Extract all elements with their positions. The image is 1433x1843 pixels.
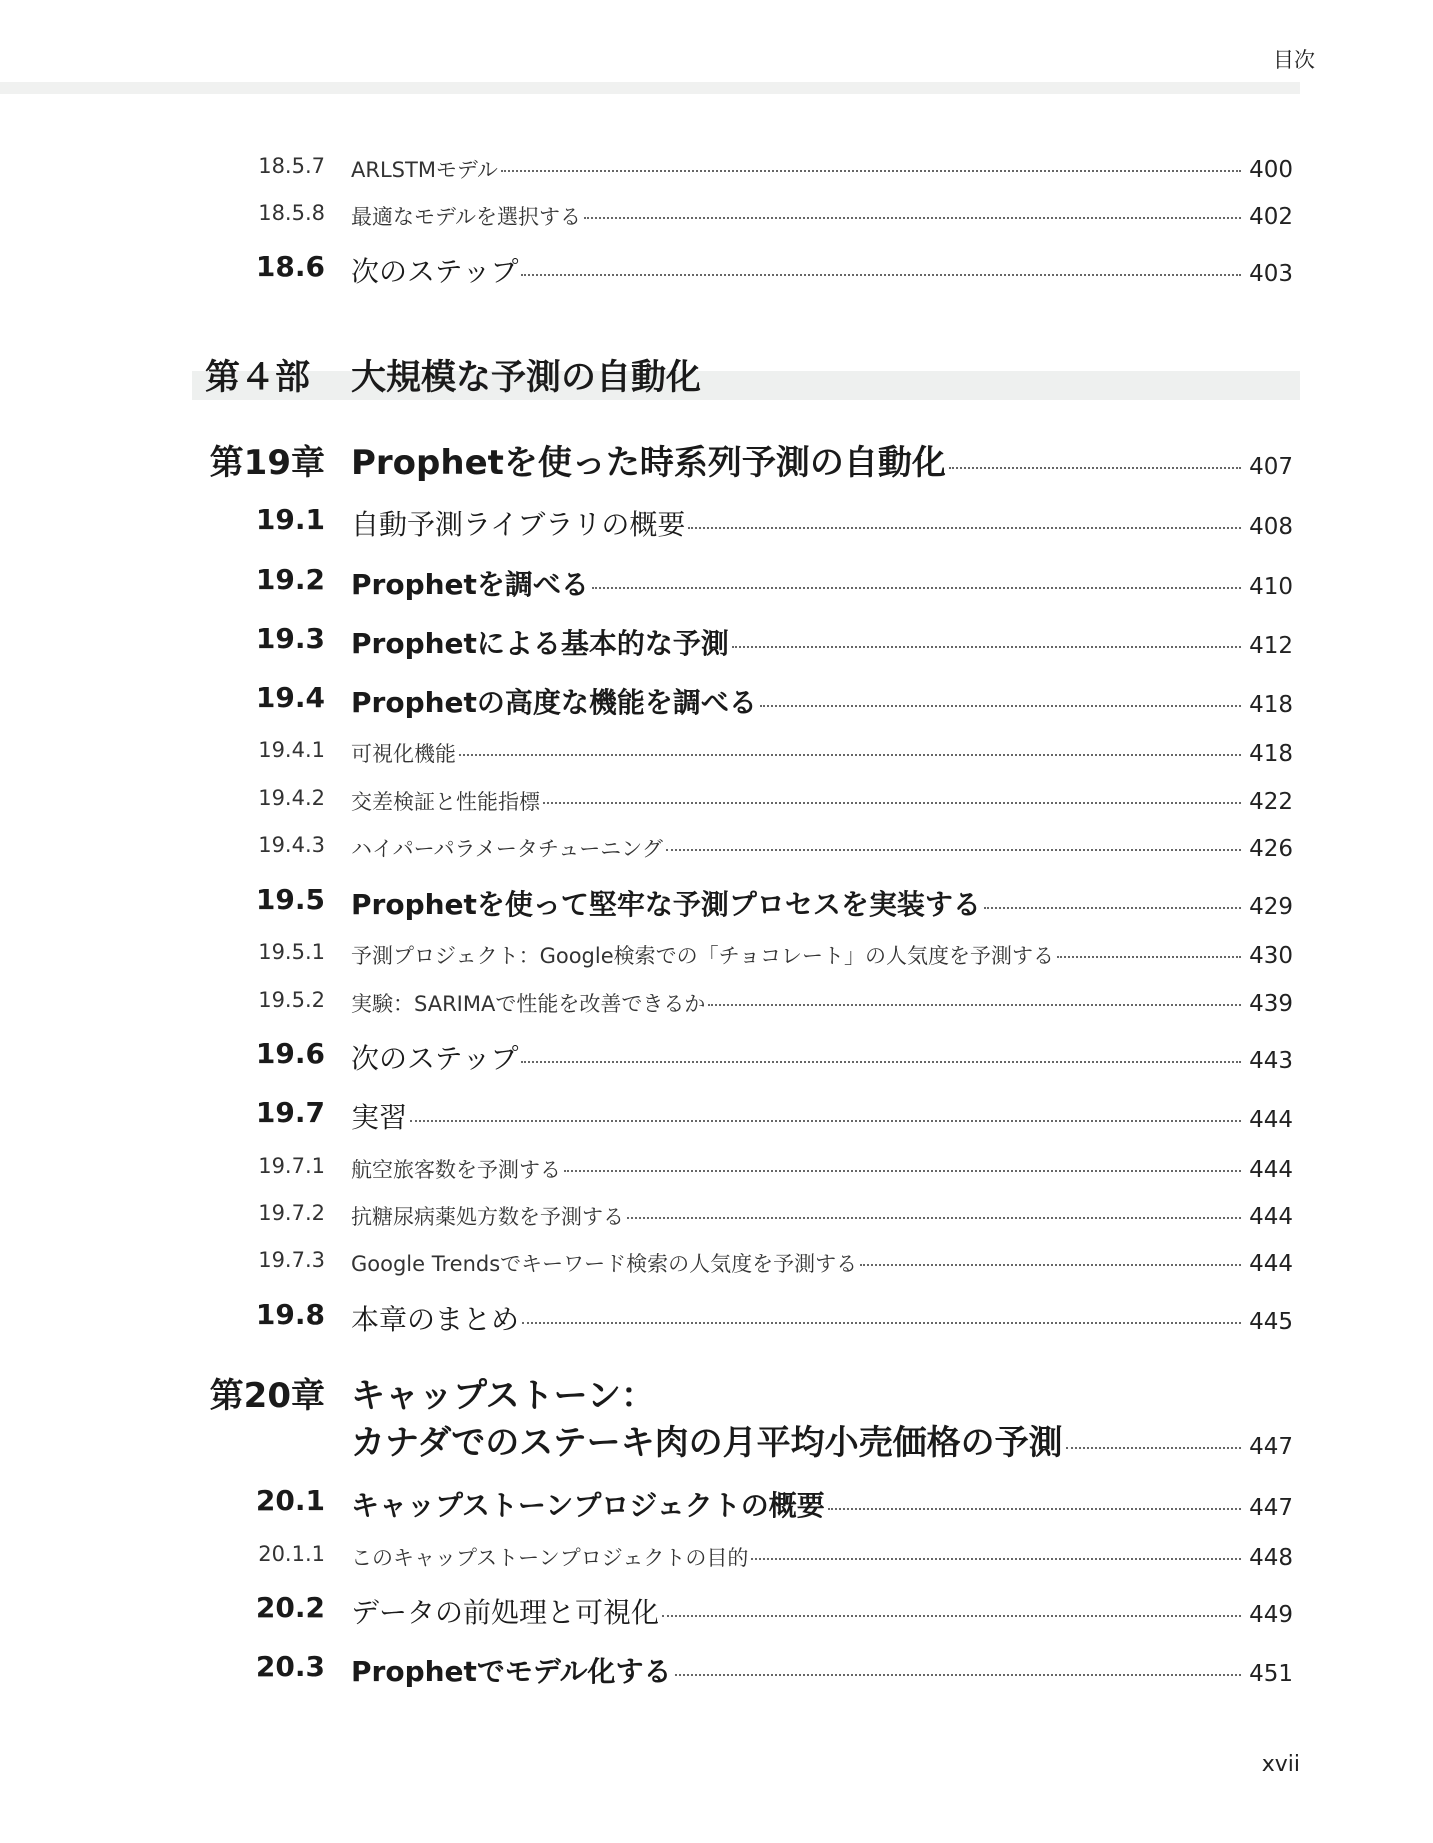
entry-page: 444 — [1249, 1251, 1293, 1277]
entry-page: 403 — [1249, 261, 1293, 287]
entry-page: 449 — [1249, 1602, 1293, 1628]
entry-title: Google Trendsでキーワード検索の人気度を予測する — [351, 1252, 858, 1276]
dot-leader — [984, 907, 1241, 909]
entry-number: 19.5.1 — [258, 940, 325, 964]
entry-page: 400 — [1249, 157, 1293, 183]
entry-title: 実験：SARIMAで性能を改善できるか — [351, 992, 706, 1016]
entry-title: 最適なモデルを選択する — [351, 205, 581, 229]
entry-number: 20.2 — [255, 1591, 325, 1624]
entry-number: 18.6 — [255, 250, 325, 283]
entry-title: 次のステップ — [351, 1042, 519, 1075]
entry-number: 18.5.8 — [258, 201, 325, 225]
header-rule — [0, 82, 1300, 94]
dot-leader — [521, 1061, 1241, 1063]
dot-leader — [688, 527, 1241, 529]
entry-number: 19.7.2 — [258, 1201, 325, 1225]
dot-leader — [760, 705, 1241, 707]
entry-page: 444 — [1249, 1204, 1293, 1230]
entry-number: 19.4.1 — [258, 738, 325, 762]
entry-number: 19.3 — [255, 622, 325, 655]
dot-leader — [522, 1322, 1241, 1324]
entry-number: 19.8 — [255, 1298, 325, 1331]
entry-title: 実習 — [351, 1101, 408, 1134]
entry-page: 448 — [1249, 1545, 1293, 1571]
entry-page: 418 — [1249, 741, 1293, 767]
dot-leader — [592, 587, 1241, 589]
entry-title: 抗糖尿病薬処方数を予測する — [351, 1205, 624, 1229]
entry-page: 444 — [1249, 1107, 1293, 1133]
entry-number: 20.1 — [255, 1484, 325, 1517]
dot-leader — [949, 467, 1241, 469]
entry-page: 439 — [1249, 991, 1293, 1017]
chapter-title: Prophetを使った時系列予測の自動化 — [351, 443, 946, 483]
entry-title: Prophetによる基本的な予測 — [351, 627, 729, 660]
dot-leader — [564, 1170, 1241, 1172]
entry-page: 451 — [1249, 1661, 1293, 1687]
entry-page: 422 — [1249, 789, 1293, 815]
dot-leader — [543, 802, 1241, 804]
entry-title: 自動予測ライブラリの概要 — [351, 508, 686, 541]
entry-title: Prophetを使って堅牢な予測プロセスを実装する — [351, 888, 981, 921]
entry-page: 430 — [1249, 943, 1293, 969]
dot-leader — [751, 1558, 1241, 1560]
entry-title: 予測プロジェクト：Google検索での「チョコレート」の人気度を予測する — [351, 944, 1055, 968]
entry-number: 19.6 — [255, 1037, 325, 1070]
entry-title: 次のステップ — [351, 255, 519, 288]
entry-number: 18.5.7 — [258, 154, 325, 178]
entry-page: 447 — [1249, 1434, 1293, 1460]
part-number: 第４部 — [205, 358, 311, 398]
entry-number: 20.3 — [255, 1650, 325, 1683]
dot-leader — [708, 1004, 1241, 1006]
entry-title: 航空旅客数を予測する — [351, 1158, 561, 1182]
entry-number: 19.7.3 — [258, 1248, 325, 1272]
entry-page: 402 — [1249, 204, 1293, 230]
chapter-title-line1: キャップストーン： — [351, 1376, 655, 1416]
entry-number: 19.5 — [255, 883, 325, 916]
entry-title: Prophetの高度な機能を調べる — [351, 686, 757, 719]
dot-leader — [459, 754, 1241, 756]
entry-title: Prophetを調べる — [351, 568, 589, 601]
entry-page: 408 — [1249, 514, 1293, 540]
entry-title: このキャップストーンプロジェクトの目的 — [351, 1546, 749, 1570]
running-header: 目次 — [1273, 48, 1315, 72]
entry-number: 19.4 — [255, 681, 325, 714]
entry-page: 412 — [1249, 633, 1293, 659]
dot-leader — [732, 646, 1241, 648]
entry-page: 418 — [1249, 692, 1293, 718]
dot-leader — [666, 849, 1241, 851]
entry-page: 407 — [1249, 454, 1293, 480]
dot-leader — [1057, 956, 1241, 958]
dot-leader — [675, 1674, 1241, 1676]
dot-leader — [1066, 1447, 1241, 1449]
entry-page: 445 — [1249, 1309, 1293, 1335]
entry-page: 429 — [1249, 894, 1293, 920]
entry-title: ハイパーパラメータチューニング — [351, 837, 663, 861]
entry-number: 19.4.3 — [258, 833, 325, 857]
entry-number: 19.2 — [255, 563, 325, 596]
dot-leader — [410, 1120, 1241, 1122]
page-number: xvii — [1261, 1752, 1300, 1777]
entry-number: 20.1.1 — [258, 1542, 325, 1566]
entry-page: 426 — [1249, 836, 1293, 862]
entry-title: ARLSTMモデル — [351, 158, 498, 182]
entry-title: 可視化機能 — [351, 742, 456, 766]
chapter-title-line2: カナダでのステーキ肉の月平均小売価格の予測 — [351, 1423, 1063, 1463]
chapter-number: 第20章 — [209, 1376, 325, 1416]
entry-number: 19.5.2 — [258, 988, 325, 1012]
dot-leader — [860, 1264, 1241, 1266]
entry-number: 19.7 — [255, 1096, 325, 1129]
entry-number: 19.4.2 — [258, 786, 325, 810]
entry-title: Prophetでモデル化する — [351, 1655, 672, 1688]
entry-number: 19.1 — [255, 503, 325, 536]
entry-page: 447 — [1249, 1495, 1293, 1521]
entry-title: 交差検証と性能指標 — [351, 790, 540, 814]
dot-leader — [584, 217, 1241, 219]
dot-leader — [828, 1508, 1241, 1510]
chapter-number: 第19章 — [209, 443, 325, 483]
dot-leader — [662, 1615, 1241, 1617]
entry-number: 19.7.1 — [258, 1154, 325, 1178]
entry-title: キャップストーンプロジェクトの概要 — [351, 1489, 825, 1522]
dot-leader — [501, 170, 1241, 172]
entry-page: 444 — [1249, 1157, 1293, 1183]
entry-title: データの前処理と可視化 — [351, 1596, 660, 1629]
dot-leader — [627, 1217, 1241, 1219]
part-title[interactable]: 大規模な予測の自動化 — [351, 358, 702, 398]
dot-leader — [521, 274, 1241, 276]
entry-page: 410 — [1249, 574, 1293, 600]
entry-page: 443 — [1249, 1048, 1293, 1074]
entry-title: 本章のまとめ — [351, 1303, 520, 1336]
